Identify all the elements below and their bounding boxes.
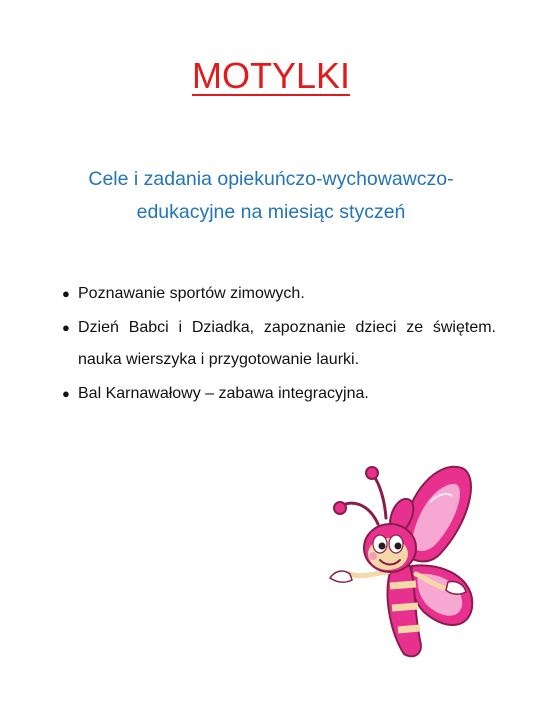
subtitle: Cele i zadania opiekuńczo-wychowawczo-edukacyjne na miesiąc styczeń [88, 168, 454, 223]
butterfly-icon [320, 462, 480, 662]
goal-text: Dzień Babci i Dziadka, zapoznanie dzieci ze świętem. nauka wierszyka i przygotowanie laurki. [78, 319, 496, 368]
goal-text: Bal Karnawałowy – zabawa integracyjna. [78, 385, 369, 402]
page-title: MOTYLKI [191, 55, 351, 96]
bullet-icon: ● [62, 286, 70, 301]
bullet-icon: ● [62, 320, 70, 335]
goal-text: Poznawanie sportów zimowych. [78, 285, 305, 302]
bullet-icon: ● [62, 386, 70, 401]
list-item [60, 312, 496, 376]
list-item [60, 278, 496, 310]
goals-list [60, 278, 496, 412]
list-item [60, 378, 496, 410]
